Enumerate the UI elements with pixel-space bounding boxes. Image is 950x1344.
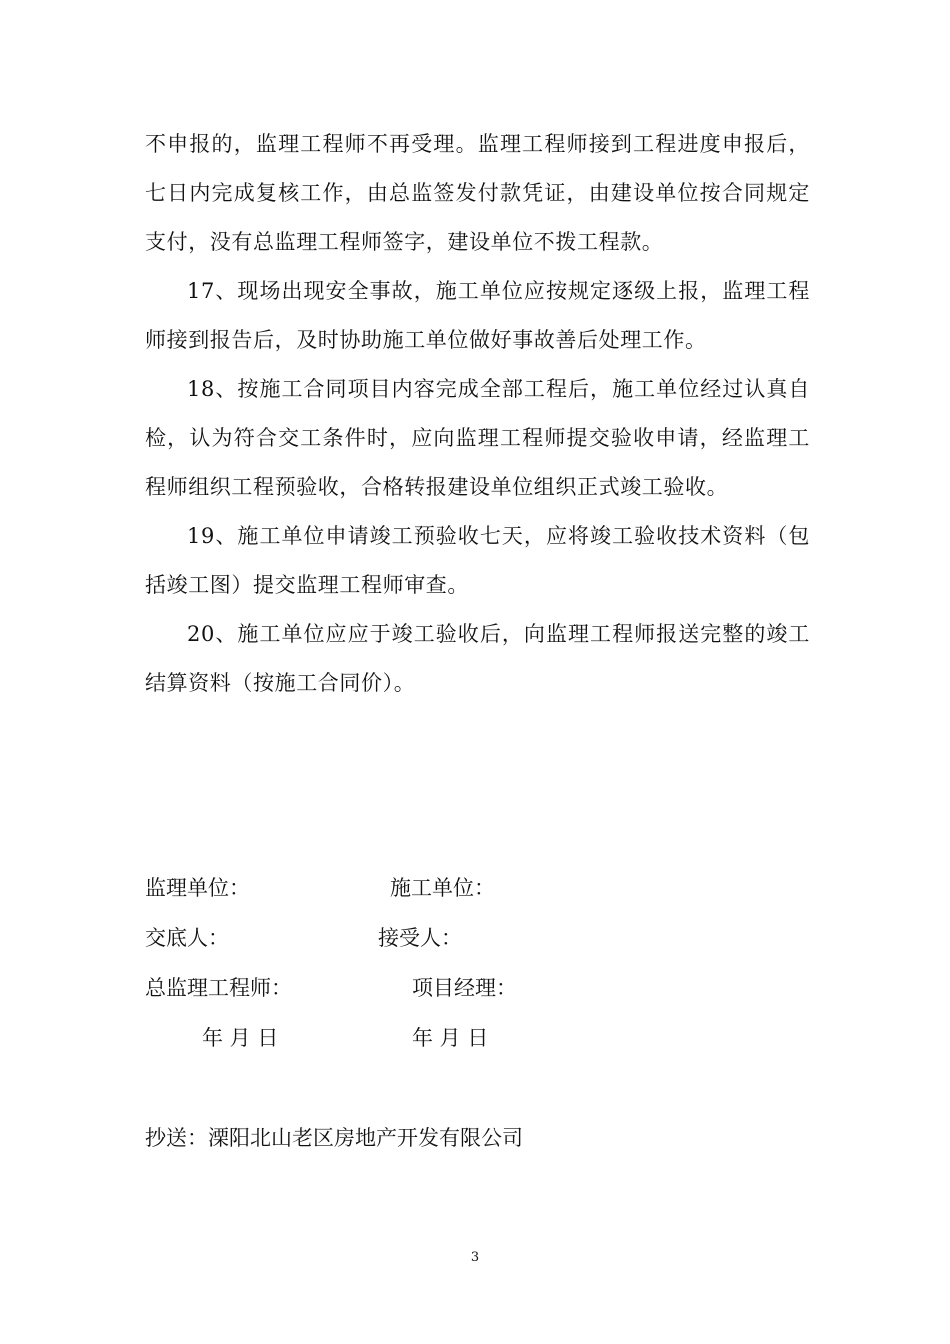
cc-line: 抄送：溧阳北山老区房地产开发有限公司	[145, 1126, 523, 1150]
body-text	[145, 120, 810, 708]
supervisor-unit-label: 监理单位：	[145, 876, 250, 900]
date-right: 年 月 日	[412, 1026, 489, 1050]
construction-unit-label: 施工单位：	[390, 876, 495, 900]
paragraph-item-18: 18、按施工合同项目内容完成全部工程后，施工单位经过认真自检，认为符合交工条件时，应向监理工程师提交验收申请，经监理工程师组织工程预验收，合格转报建设单位组织正式竣工验收。	[145, 377, 810, 499]
paragraph-item-19: 19、施工单位申请竣工预验收七天，应将竣工验收技术资料（包括竣工图）提交监理工程师审查。	[145, 524, 810, 597]
paragraph-continuation: 不申报的，监理工程师不再受理。监理工程师接到工程进度申报后，七日内完成复核工作，由总监签发付款凭证，由建设单位按合同规定支付，没有总监理工程师签字，建设单位不拨工程款。	[145, 132, 810, 254]
date-left: 年 月 日	[202, 1026, 279, 1050]
handover-person-label: 交底人：	[145, 926, 229, 950]
chief-engineer-label: 总监理工程师：	[145, 976, 292, 1000]
paragraph-item-20: 20、施工单位应应于竣工验收后，向监理工程师报送完整的竣工结算资料（按施工合同价）。	[145, 622, 810, 695]
project-manager-label: 项目经理：	[412, 976, 517, 1000]
receiver-label: 接受人：	[378, 926, 462, 950]
page-number: 3	[470, 1250, 480, 1265]
paragraph-item-17: 17、现场出现安全事故，施工单位应按规定逐级上报，监理工程师接到报告后，及时协助施工单位做好事故善后处理工作。	[145, 279, 810, 352]
